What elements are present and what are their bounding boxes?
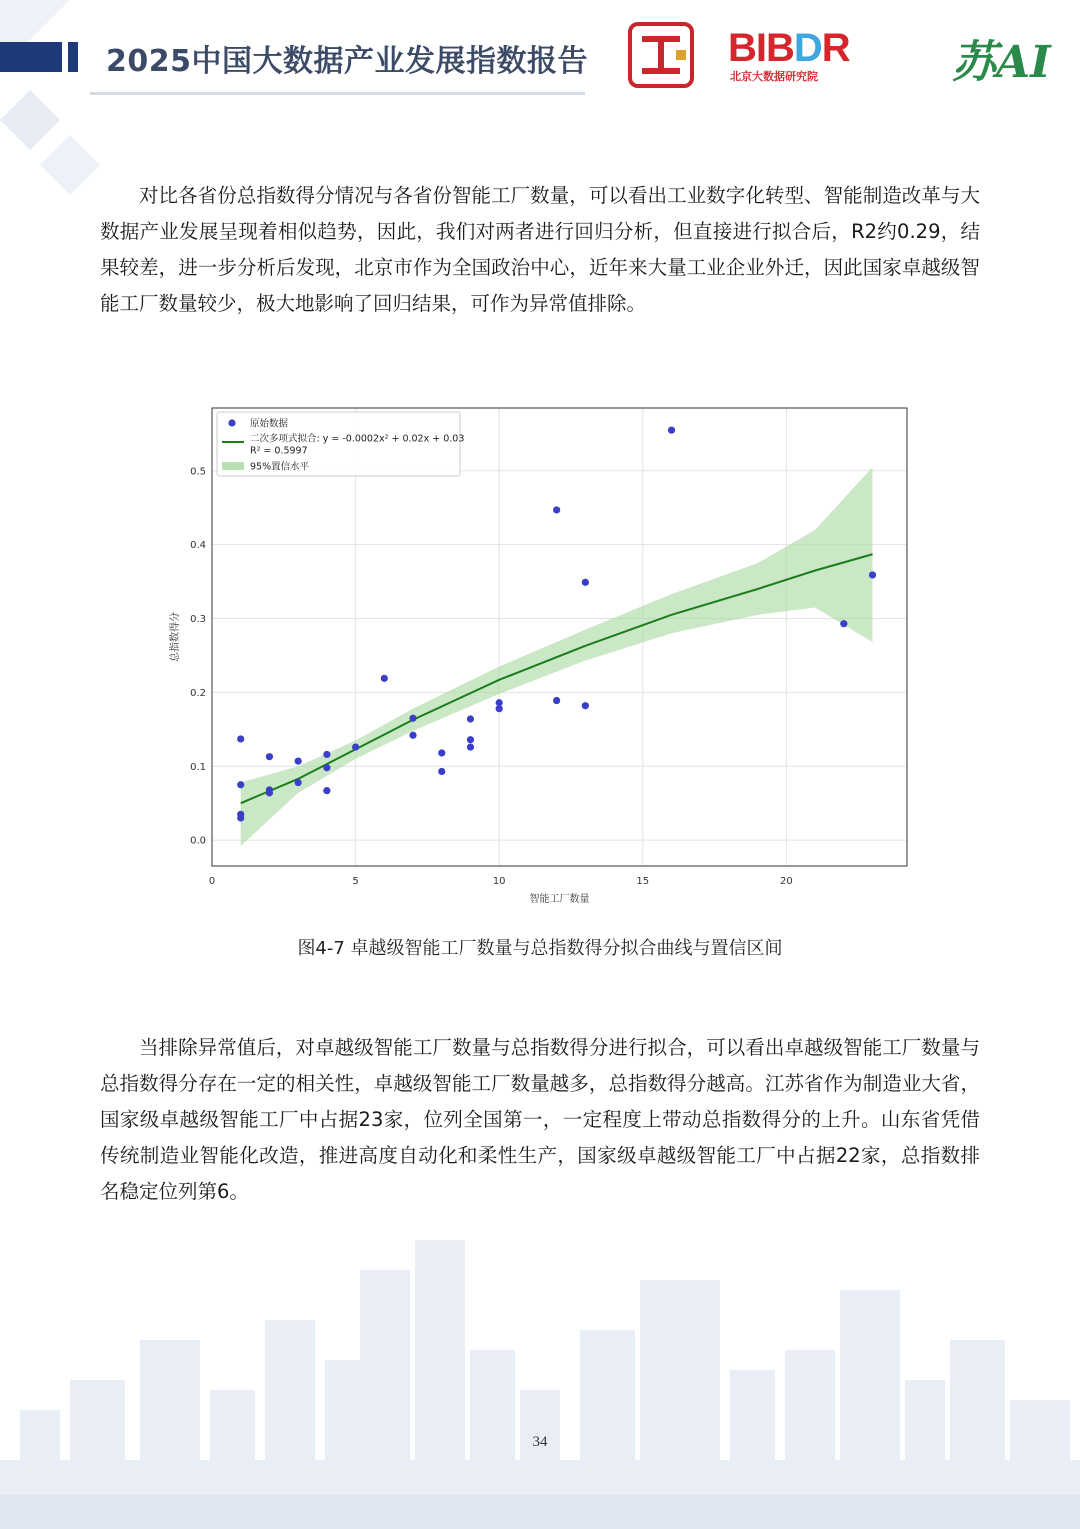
data-point xyxy=(467,736,474,743)
x-tick-label: 15 xyxy=(636,876,650,887)
x-tick-label: 5 xyxy=(352,876,359,887)
data-point xyxy=(323,787,330,794)
data-point xyxy=(381,675,388,682)
y-tick-label: 0.1 xyxy=(190,761,206,773)
y-tick-label: 0.0 xyxy=(190,835,206,847)
header-decoration xyxy=(0,0,140,200)
x-tick-label: 10 xyxy=(492,876,506,887)
data-point xyxy=(438,768,445,775)
data-point xyxy=(237,781,244,788)
legend-r2-label: R² = 0.5997 xyxy=(250,445,308,457)
data-point xyxy=(467,743,474,750)
data-point xyxy=(295,779,302,786)
data-point xyxy=(266,753,273,760)
logo-su-ai: 苏AI xyxy=(952,37,1051,88)
legend-fit-label: 二次多项式拟合: y = -0.0002x² + 0.02x + 0.03 xyxy=(250,433,465,445)
y-tick-label: 0.4 xyxy=(190,540,206,552)
y-tick-label: 0.2 xyxy=(190,687,206,699)
data-point xyxy=(553,697,560,704)
data-point xyxy=(266,789,273,796)
header-bar-accent xyxy=(68,42,78,72)
header-bar xyxy=(0,42,62,72)
data-point xyxy=(237,735,244,742)
x-axis-label: 智能工厂数量 xyxy=(529,894,590,905)
data-point xyxy=(323,751,330,758)
legend-point-marker xyxy=(228,419,235,426)
legend-points-label: 原始数据 xyxy=(250,418,289,430)
data-point xyxy=(295,758,302,765)
data-point xyxy=(869,571,876,578)
data-point xyxy=(582,579,589,586)
logo-bibdr: BIBDR 北京大数据研究院 xyxy=(728,26,850,83)
data-point xyxy=(582,702,589,709)
data-point xyxy=(467,715,474,722)
logo-left xyxy=(628,22,694,88)
data-point xyxy=(323,764,330,771)
plot-area xyxy=(212,408,907,866)
city-skyline-background xyxy=(0,1230,1080,1529)
data-point xyxy=(668,427,675,434)
y-tick-label: 0.3 xyxy=(190,614,206,626)
header-underline xyxy=(90,92,585,95)
chart-svg xyxy=(160,400,920,910)
report-title: 2025中国大数据产业发展指数报告 xyxy=(106,44,588,79)
page-number: 34 xyxy=(532,1434,548,1450)
page-header xyxy=(0,0,1080,110)
y-tick-label: 0.5 xyxy=(190,466,206,478)
data-point xyxy=(409,715,416,722)
data-point xyxy=(496,705,503,712)
data-point xyxy=(409,732,416,739)
logo-bibdr-subtitle: 北京大数据研究院 xyxy=(730,70,818,83)
scatter-chart xyxy=(160,400,920,910)
x-tick-label: 20 xyxy=(780,876,793,887)
data-point xyxy=(553,506,560,513)
legend-band-label: 95%置信水平 xyxy=(250,461,310,473)
data-point xyxy=(352,743,359,750)
paragraph-analysis: 当排除异常值后，对卓越级智能工厂数量与总指数得分进行拟合，可以看出卓越级智能工厂数量与总指数得分存在一定的相关性，卓越级智能工厂数量越多，总指数得分越高。江苏省作为制造业大省，国家级卓越级智能工厂中占据23家，位列全国第一，一定程度上带动总指数得分的上升。山东省凭借传统制造业智能化改造，推进高度自动化和柔性生产，国家级卓越级智能工厂中占据22家，总指数排名稳定位列第6。 xyxy=(100,1036,980,1203)
paragraph-intro: 对比各省份总指数得分情况与各省份智能工厂数量，可以看出工业数字化转型、智能制造改革与大数据产业发展呈现着相似趋势，因此，我们对两者进行回归分析，但直接进行拟合后，R2约0.29，结果较差，进一步分析后发现，北京市作为全国政治中心，近年来大量工业企业外迁，因此国家卓越级智能工厂数量较少，极大地影响了回归结果，可作为异常值排除。 xyxy=(100,184,980,315)
data-point xyxy=(237,814,244,821)
figure-caption: 图4-7 卓越级智能工厂数量与总指数得分拟合曲线与置信区间 xyxy=(297,938,783,959)
x-tick-label: 0 xyxy=(208,876,216,887)
data-point xyxy=(840,620,847,627)
legend-band-marker xyxy=(222,462,244,470)
data-point xyxy=(438,749,445,756)
y-axis-label: 总指数得分 xyxy=(170,612,181,662)
